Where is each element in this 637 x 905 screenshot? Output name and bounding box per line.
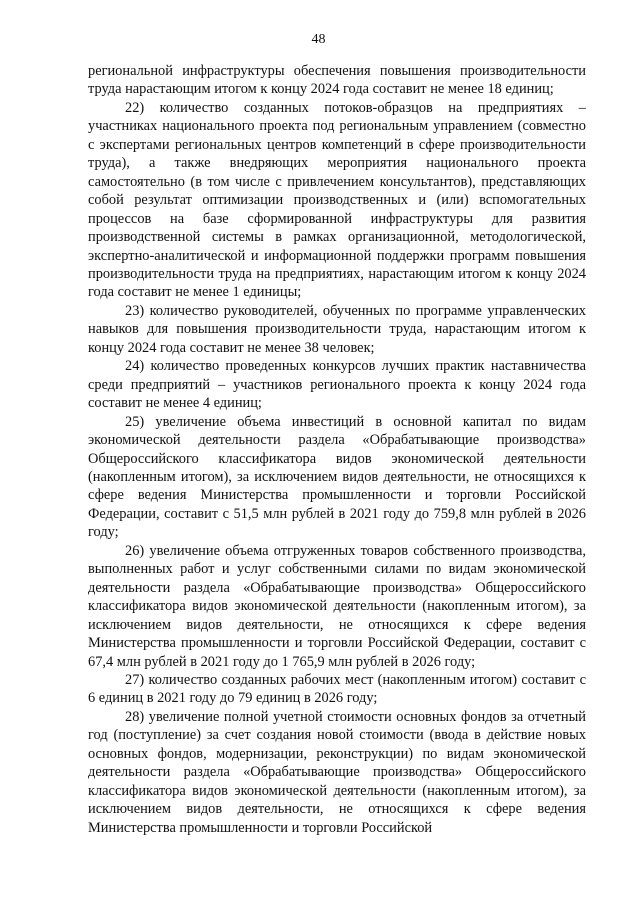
paragraph-item-23: 23) количество руководителей, обученных по программе управленческих навыков для повышения производительности труда, нарастающим итогом к концу 2024 года составит не менее 38 человек; [88, 302, 586, 356]
paragraph-item-27: 27) количество созданных рабочих мест (накопленным итогом) составит с 6 единиц в 2021 году до 79 единиц в 2026 году; [88, 671, 586, 707]
paragraph-continuation: региональной инфраструктуры обеспечения повышения производительности труда нарастающим итогом к концу 2024 года составит не менее 18 единиц; [88, 63, 586, 98]
paragraph-item-28: 28) увеличение полной учетной стоимости основных фондов за отчетный год (поступление) за счет создания новой стоимости (ввода в действие новых основных фондов, модернизации, реконструкции) по видам экономической деятельности раздела «Обрабатывающие производства» Общероссийского классификатора видов экономической деятельности (накопленным итогом), за исключением видов деятельности, не относящихся к сфере ведения Министерства промышленности и торговли Российской [88, 708, 586, 836]
paragraph-item-26: 26) увеличение объема отгруженных товаров собственного производства, выполненных работ и услуг собственными силами по видам экономической деятельности раздела «Обрабатывающие производства» Общероссийского классификатора видов экономической деятельности (накопленным итогом), за исключением видов деятельности, не относящихся к сфере ведения Министерства промышленности и торговли Российской Федерации, составит с 67,4 млн рублей в 2021 году до 1 765,9 млн рублей в 2026 году; [88, 542, 586, 670]
paragraph-item-25: 25) увеличение объема инвестиций в основной капитал по видам экономической деятельности раздела «Обрабатывающие производства» Общероссийского классификатора видов экономической деятельности (накопленным итогом), за исключением видов деятельности, не относящихся к сфере ведения Министерства промышленности и торговли Российской Федерации, составит с 51,5 млн рублей в 2021 году до 759,8 млн рублей в 2026 году; [88, 413, 586, 541]
page-number: 48 [311, 32, 326, 47]
paragraph-item-22: 22) количество созданных потоков-образцов на предприятиях – участниках национального проекта под региональным управлением (совместно с экспертами региональных центров компетенций в сфере производительности труда), а также внедряющих мероприятия национального проекта самостоятельно (в том числе с привлечением консультантов), представляющих собой результат оптимизации производственных и (или) вспомогательных процессов на базе сформированной инфраструктуры для развития производственной системы в рамках организационной, методологической, экспертно-аналитической и информационной поддержки программ повышения производительности труда на предприятиях, нарастающим итогом к концу 2024 года составит не менее 1 единицы; [88, 99, 586, 301]
document-body [88, 62, 586, 837]
paragraph-item-24: 24) количество проведенных конкурсов лучших практик наставничества среди предприятий – участников регионального проекта к концу 2024 года составит не менее 4 единиц; [88, 358, 586, 412]
